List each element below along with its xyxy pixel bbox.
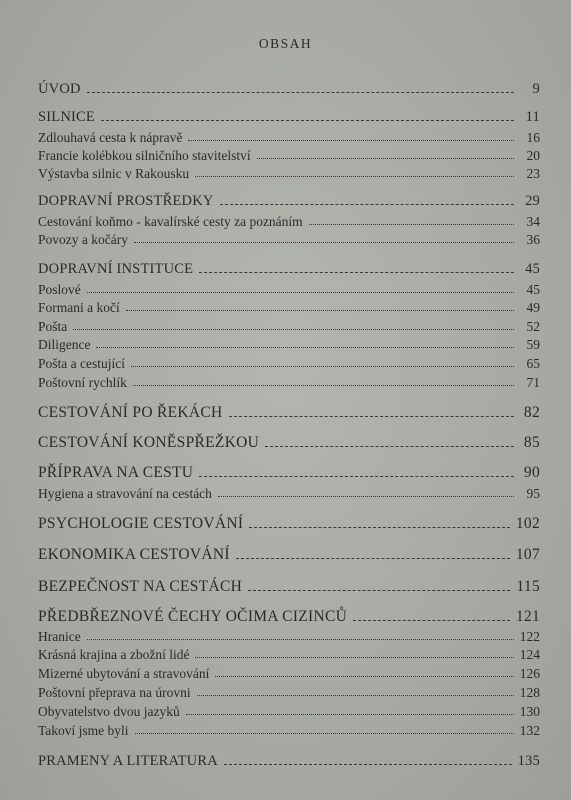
dotted-leader <box>135 733 514 734</box>
toc-subentry <box>38 276 540 296</box>
toc-chapter <box>38 460 540 480</box>
toc-entry-title: DOPRAVNÍ PROSTŘEDKY <box>38 192 214 209</box>
toc-entry-title: Formani a kočí <box>38 299 120 315</box>
toc-subentry <box>38 208 540 228</box>
dotted-leader <box>96 347 514 348</box>
toc-chapter <box>38 748 540 768</box>
toc-entry-title: Diligence <box>38 336 91 352</box>
toc-entry-title: Poštovní rychlík <box>38 374 127 390</box>
dotted-leader <box>126 310 514 311</box>
toc-entry-title: Takoví jsme byli <box>38 722 129 738</box>
toc-entry-title: Zdlouhavá cesta k nápravě <box>38 129 183 145</box>
toc-page-number: 124 <box>519 646 540 662</box>
toc-subentry <box>38 679 540 699</box>
dotted-leader <box>218 496 514 497</box>
toc-entry-title: Povozy a kočáry <box>38 231 128 247</box>
page-title: OBSAH <box>258 36 313 51</box>
toc-entry-title: Obyvatelstvo dvou jazyků <box>38 703 180 719</box>
toc-page-number: 135 <box>517 752 540 769</box>
toc-chapter <box>38 574 540 594</box>
toc-page-number: 23 <box>526 165 540 181</box>
toc-subentry <box>38 313 540 333</box>
dotted-leader <box>220 204 514 205</box>
toc-subentry <box>38 480 540 500</box>
toc-page-number: 130 <box>519 703 540 719</box>
dotted-leader <box>224 764 512 765</box>
toc-entry-title: PŘEDBŘEZNOVÉ ČECHY OČIMA CIZINCŮ <box>38 607 348 625</box>
toc-entry-title: CESTOVÁNÍ KONĚSPŘEŽKOU <box>38 433 260 451</box>
dotted-leader <box>73 329 514 330</box>
toc-entry-title: SILNICE <box>38 108 95 125</box>
toc-entry-title: Poslové <box>38 281 81 297</box>
toc-subentry <box>38 698 540 718</box>
toc-subentry <box>38 641 540 661</box>
toc-page-number: 9 <box>532 80 540 97</box>
toc-subentry <box>38 350 540 370</box>
dotted-leader <box>133 385 514 386</box>
toc-chapter <box>38 76 540 96</box>
toc-entry-title: Poštovní přeprava na úrovni <box>38 684 191 700</box>
toc-page-number: 122 <box>519 628 540 644</box>
dotted-leader <box>131 366 514 367</box>
toc-entry-title: Mizerné ubytování a stravování <box>38 665 210 681</box>
toc-entry-title: Pošta a cestující <box>38 355 125 371</box>
dotted-leader <box>87 639 514 640</box>
toc-subentry <box>38 717 540 737</box>
dotted-leader <box>188 140 514 141</box>
dotted-leader <box>186 714 514 715</box>
dotted-leader <box>236 558 510 559</box>
toc-entry-title: BEZPEČNOST NA CESTÁCH <box>38 577 243 595</box>
toc-chapter <box>38 104 540 124</box>
toc-entry-title: CESTOVÁNÍ PO ŘEKÁCH <box>38 403 223 421</box>
toc-page-number: 95 <box>526 485 540 501</box>
toc-page-number: 107 <box>515 545 540 563</box>
toc-page-number: 126 <box>519 665 540 681</box>
toc-page-number: 45 <box>526 281 540 297</box>
dotted-leader <box>229 416 514 417</box>
toc-chapter <box>38 188 540 208</box>
toc-entry-title: Francie kolébkou silničního stavitelství <box>38 147 251 163</box>
toc-page-number: 29 <box>525 192 540 209</box>
toc-chapter <box>38 511 540 531</box>
toc-entry-title: PSYCHOLOGIE CESTOVÁNÍ <box>38 514 244 532</box>
dotted-leader <box>265 446 514 447</box>
dotted-leader <box>353 620 510 621</box>
dotted-leader <box>197 695 514 696</box>
toc-page-number: 115 <box>516 577 540 595</box>
toc-entry-title: DOPRAVNÍ INSTITUCE <box>38 260 194 277</box>
toc-entry-title: Cestování koňmo - kavalírské cesty za poznáním <box>38 213 303 229</box>
toc-entry-title: Krásná krajina a zbožní lidé <box>38 646 190 662</box>
toc-page-number: 121 <box>515 607 540 625</box>
toc-page-number: 16 <box>526 129 540 145</box>
toc-subentry <box>38 160 540 180</box>
dotted-leader <box>195 657 513 658</box>
toc-chapter <box>38 256 540 276</box>
toc-page-number: 128 <box>519 684 540 700</box>
toc-chapter <box>38 604 540 624</box>
toc-entry-title: Hranice <box>38 628 81 644</box>
toc-page-number: 85 <box>523 433 540 451</box>
toc-page-number: 90 <box>523 463 540 481</box>
toc-entry-title: EKONOMIKA CESTOVÁNÍ <box>38 545 230 563</box>
toc-subentry <box>38 369 540 389</box>
dotted-leader <box>249 527 509 528</box>
dotted-leader <box>87 92 514 93</box>
dotted-leader <box>215 676 513 677</box>
toc-page-number: 132 <box>519 722 540 738</box>
toc-page-number: 20 <box>526 147 540 163</box>
dotted-leader <box>248 590 510 591</box>
dotted-leader <box>309 224 514 225</box>
toc-page-number: 49 <box>526 299 540 315</box>
toc-entry-title: ÚVOD <box>38 80 81 97</box>
dotted-leader <box>134 242 514 243</box>
toc-page-number: 65 <box>526 355 540 371</box>
toc-subentry <box>38 226 540 246</box>
toc-page-number: 71 <box>526 374 540 390</box>
toc-page-number: 34 <box>526 213 540 229</box>
dotted-leader <box>257 158 514 159</box>
toc-page-number: 102 <box>515 514 540 532</box>
toc-chapter <box>38 400 540 420</box>
toc-subentry <box>38 623 540 643</box>
toc-chapter <box>38 430 540 450</box>
toc-entry-title: Výstavba silnic v Rakousku <box>38 165 190 181</box>
toc-page-number: 45 <box>525 260 540 277</box>
toc-subentry <box>38 660 540 680</box>
toc-page-number: 52 <box>526 318 540 334</box>
dotted-leader <box>101 120 514 121</box>
toc-subentry <box>38 294 540 314</box>
dotted-leader <box>195 176 514 177</box>
toc-subentry <box>38 124 540 144</box>
toc-page-number: 59 <box>526 336 540 352</box>
toc-entry-title: Hygiena a stravování na cestách <box>38 485 212 501</box>
toc-entry-title: Pošta <box>38 318 68 334</box>
toc-entry-title: PŘÍPRAVA NA CESTU <box>38 463 194 481</box>
toc-page-number: 36 <box>526 231 540 247</box>
toc-page-number: 82 <box>523 403 540 421</box>
dotted-leader <box>199 272 514 273</box>
dotted-leader <box>199 476 514 477</box>
toc-page-number: 11 <box>525 108 540 125</box>
dotted-leader <box>87 292 514 293</box>
toc-subentry <box>38 142 540 162</box>
toc-entry-title: PRAMENY A LITERATURA <box>38 752 218 769</box>
toc-subentry <box>38 331 540 351</box>
toc-chapter <box>38 542 540 562</box>
